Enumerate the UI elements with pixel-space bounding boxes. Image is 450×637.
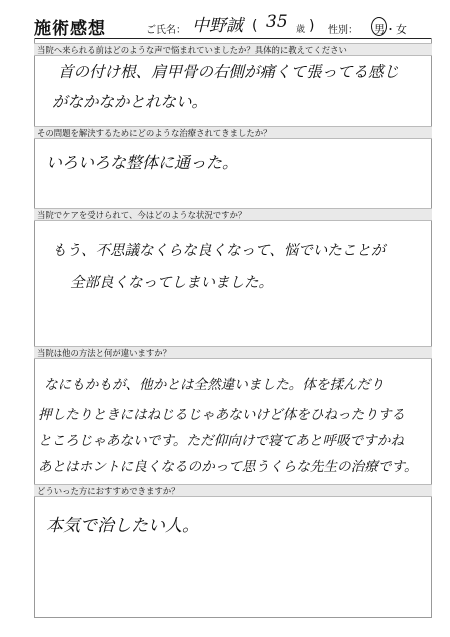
answer-4 [34,359,432,479]
answer-4-line-4: あとはホントに良くなるのかって思うくらな先生の治療です。 [38,459,418,475]
age-close-paren: ) [309,18,315,34]
age-unit: 歳 [296,25,306,35]
name-label: ご氏名： [146,25,186,36]
sex-label: 性別： [328,25,358,36]
sex-options: 男・女 [374,23,407,36]
answer-1-line-1: 首の付け根、肩甲骨の右側が痛くて張ってる感じ [58,63,400,81]
question-4: 当院は他の方法と何が違いますか？ [34,346,432,359]
form-title: 施術感想 [34,19,106,39]
answer-1-line-2: がなかなかとれない。 [52,93,208,111]
question-3: 当院でケアを受けられて、今はどのような状況ですか？ [34,208,432,221]
age-open-paren: ( [252,18,258,34]
answer-5 [34,497,432,617]
answer-2 [34,139,432,205]
question-1: 当院へ来られる前はどのような声で悩まれていましたか？具体的に教えてください [34,43,432,56]
answer-3-line-2: 全部良くなってしまいました。 [70,275,273,291]
answer-5-line-1: 本気で治したい人。 [46,516,199,536]
question-2: その問題を解決するためにどのような治療されてきましたか？ [34,126,432,139]
answer-3-line-1: もう、不思議なくらな良くなって、悩でいたことが [52,243,386,259]
age-value: 35 [266,12,288,32]
question-5: どういった方におすすめできますか？ [34,484,432,497]
name-value: 中野誠 [192,16,243,36]
answer-4-line-2: 押したりときにはねじるじゃあないけど体をひねったりする [38,407,406,423]
answer-1 [34,56,432,122]
form-header [34,14,432,39]
answer-2-line-1: いろいろな整体に通った。 [46,153,239,172]
answer-4-line-1: なにもかもが、他かとは全然違いました。体を揉んだり [44,377,384,393]
answer-3 [34,221,432,341]
answer-4-line-3: ところじゃあないです。ただ仰向けで寝てあと呼吸ですかね [38,433,404,449]
